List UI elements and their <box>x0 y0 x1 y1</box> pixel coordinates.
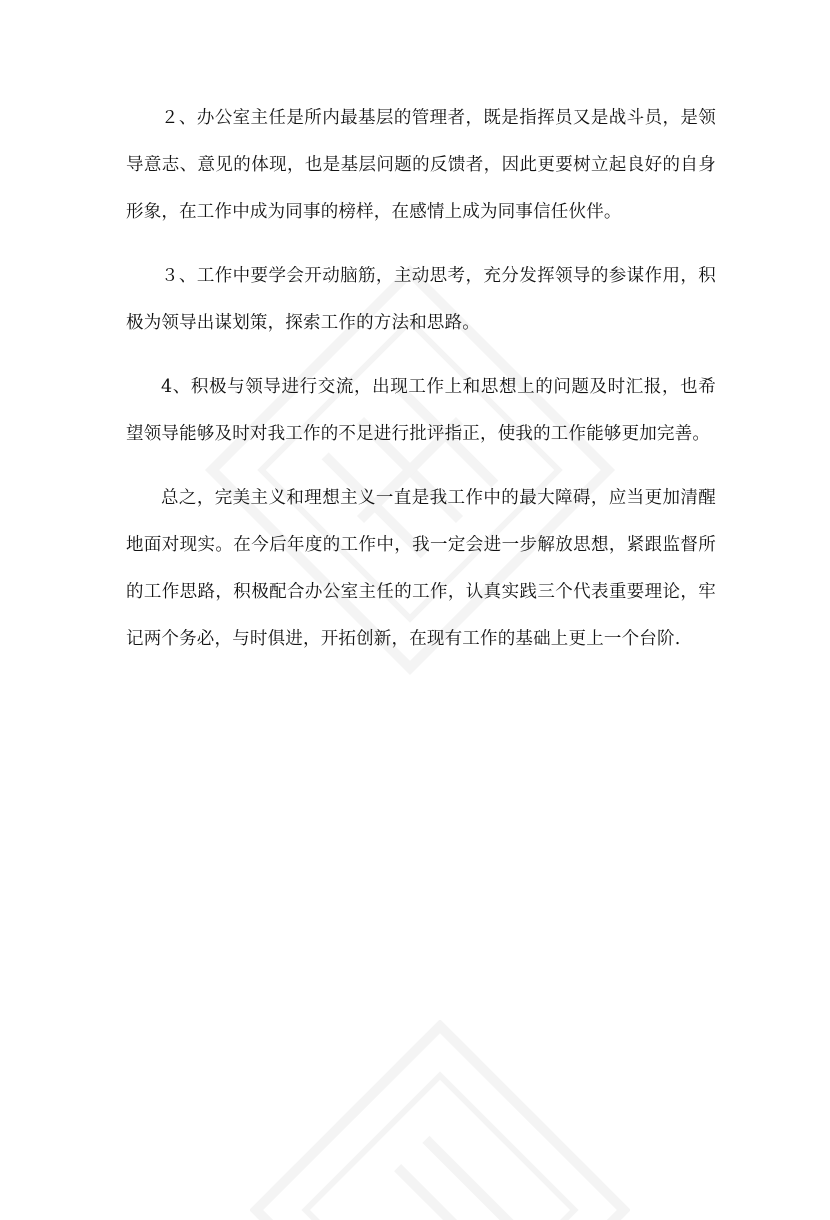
document-body <box>126 95 716 680</box>
paragraph-item-3: ３、工作中要学会开动脑筋，主动思考，充分发挥领导的参谋作用，积极为领导出谋划策，探索工作的方法和思路。 <box>126 266 716 333</box>
paragraph-conclusion: 总之，完美主义和理想主义一直是我工作中的最大障碍，应当更加清醒地面对现实。在今后年度的工作中，我一定会进一步解放思想，紧跟监督所的工作思路，积极配合办公室主任的工作，认真实践三个代表重要理论，牢记两个务必，与时俱进，开拓创新，在现有工作的基础上更上一个台阶. <box>126 488 716 649</box>
paragraph-item-2: ２、办公室主任是所内最基层的管理者，既是指挥员又是战斗员，是领导意志、意见的体现，也是基层问题的反馈者，因此更要树立起良好的自身形象，在工作中成为同事的榜样，在感情上成为同事信任伙伴。 <box>126 108 716 222</box>
paragraph-item-4: 4、积极与领导进行交流，出现工作上和思想上的问题及时汇报，也希望领导能够及时对我工作的不足进行批评指正，使我的工作能够更加完善。 <box>126 377 716 444</box>
diamond-watermark-icon <box>250 1020 630 1220</box>
